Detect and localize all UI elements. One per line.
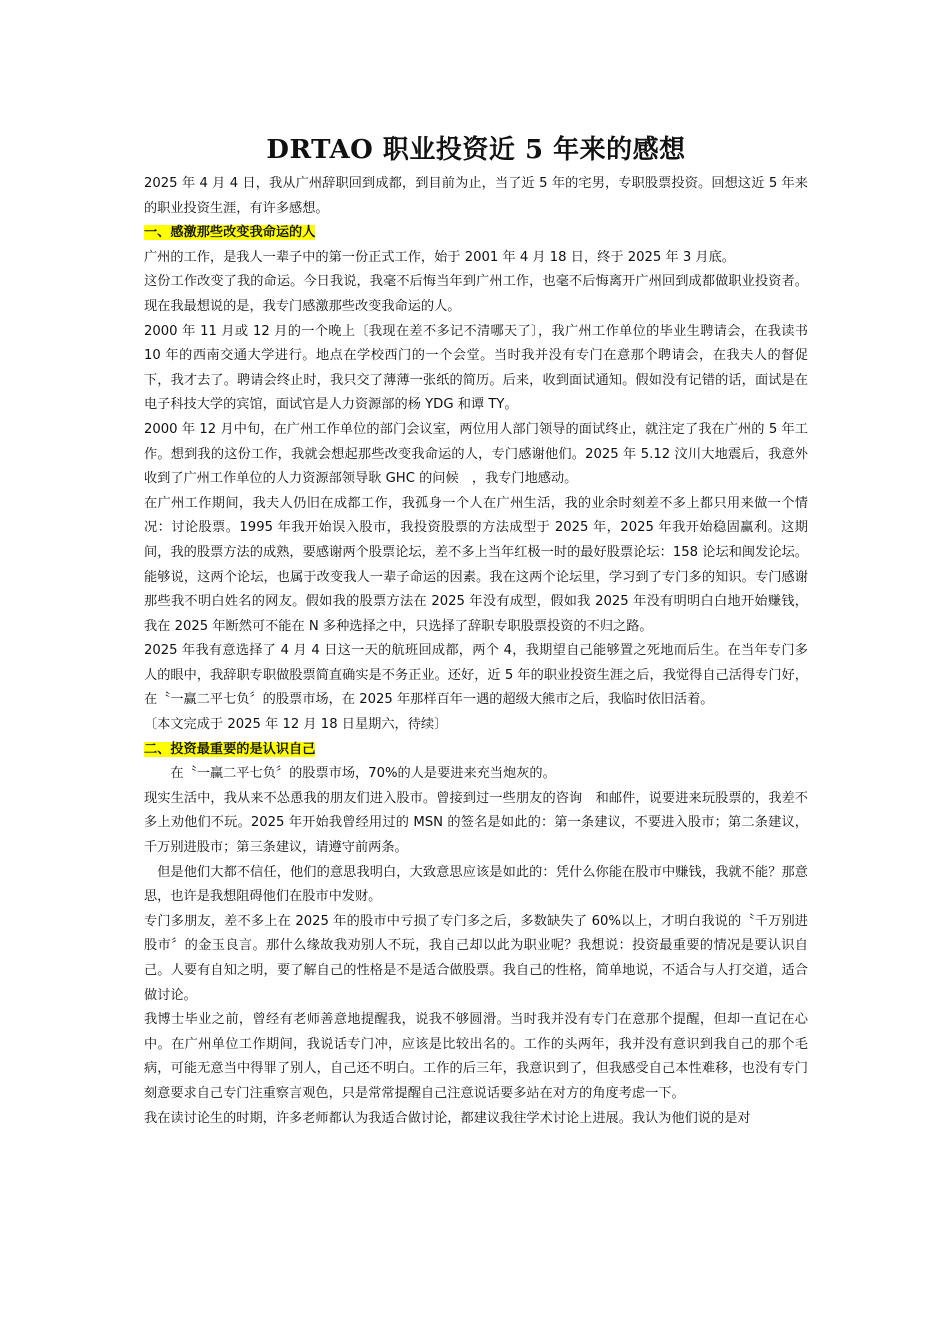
document-title: DRTAO 职业投资近 5 年来的感想 <box>266 135 686 165</box>
section-1-paragraph: 在广州工作期间，我夫人仍旧在成都工作，我孤身一个人在广州生活，我的业余时刻差不多上都只用来做一个情况：讨论股票。1995 年我开始误入股市，我投资股票的方法成型于 2025 年，2025 年我开始稳固赢利。这期间，我的股票方法的成熟，要感谢两个股票论坛，差不多上当年红极一时的最好股票论坛：158 论坛和闽发论坛。能够说，这两个论坛，也属于改变我人一辈子命运的因素。我在这两个论坛里，学习到了专门多的知识。专门感谢那些我不明白姓名的网友。假如我的股票方法在 2025 年没有成型，假如我 2025 年没有明明白白地开始赚钱，我在 2025 年断然可不能在 N 多种选择之中，只选择了辞职专职股票投资的不归之路。 <box>144 495 808 634</box>
section-2-paragraph: 我博士毕业之前，曾经有老师善意地提醒我，说我不够圆滑。当时我并没有专门在意那个提醒，但却一直记在心中。在广州单位工作期间，我说话专门冲，应该是比较出名的。工作的头两年，我并没有意识到我自己的那个毛病，可能无意当中得罪了别人，自己还不明白。工作的后三年，我意识到了，但我感受自己本性难移，也没有专门刻意要求自己专门注重察言观色，只是常常提醒自己注意说话要多站在对方的角度考虑一下。 <box>144 1012 808 1101</box>
section-1-note: 〔本文完成于 2025 年 12 月 18 日星期六，待续〕 <box>144 717 448 733</box>
section-1-paragraph: 2025 年我有意选择了 4 月 4 日这一天的航班回成都，两个 4，我期望自己能够置之死地而后生。在当年专门多人的眼中，我辞职专职做股票简直确实是不务正业。还好，近 5 年的职业投资生涯之后，我觉得自己活得专门好，在〝一赢二平七负〞的股票市场，在 2025 年那样百年一遇的超级大熊市之后，我临时依旧活着。 <box>144 643 808 708</box>
section-1-heading <box>144 221 808 246</box>
section-1-paragraph: 广州的工作，是我人一辈子中的第一份正式工作，始于 2001 年 4 月 18 日，终于 2025 年 3 月底。 <box>144 249 735 265</box>
section-2-heading <box>144 738 808 763</box>
section-2-paragraph: 我在读讨论生的时期，许多老师都认为我适合做讨论，都建议我往学术讨论上进展。我认为他们说的是对 <box>144 1110 751 1126</box>
section-1-paragraph: 这份工作改变了我的命运。今日我说，我毫不后悔当年到广州工作，也毫不后悔离开广州回到成都做职业投资者。现在我最想说的是，我专门感激那些改变我命运的人。 <box>144 274 808 314</box>
section-1-heading-text: 一、感激那些改变我命运的人 <box>144 225 316 241</box>
section-2-paragraph: 现实生活中，我从来不怂恿我的朋友们进入股市。曾接到过一些朋友的咨询 和邮件，说要进来玩股票的，我差不多上劝他们不玩。2025 年开始我曾经用过的 MSN 的签名是如此的：第一条建议，不要进入股市；第二条建议，千万别进股市；第三条建议，请遵守前两条。 <box>144 790 808 856</box>
section-2-heading-text: 二、投资最重要的是认识自己 <box>144 741 316 757</box>
document-page <box>144 128 808 1131</box>
section-2-paragraph: 专门多朋友，差不多上在 2025 年的股市中亏损了专门多之后，多数缺失了 60%以上，才明白我说的〝千万别进股市〞的金玉良言。那什么缘故我劝别人不玩，我自己却以此为职业呢？我想说：投资最重要的情况是要认识自己。人要有自知之明，要了解自己的性格是不是适合做股票。我自己的性格，简单地说，不适合与人打交道，适合做讨论。 <box>144 913 808 1003</box>
section-2-paragraph: 在〝一赢二平七负〞的股票市场，70%的人是要进来充当炮灰的。 <box>170 766 556 782</box>
section-1-paragraph: 2000 年 12 月中旬，在广州工作单位的部门会议室，两位用人部门领导的面试终止，就注定了我在广州的 5 年工作。想到我的这份工作，我就会想起那些改变我命运的人，专门感谢他们。2025 年 5.12 汶川大地震后，我意外收到了广州工作单位的人力资源部领导耿 GHC 的问候 ，我专门地感动。 <box>144 421 808 487</box>
intro-paragraph: 2025 年 4 月 4 日，我从广州辞职回到成都，到目前为止，当了近 5 年的宅男，专职股票投资。回想这近 5 年来的职业投资生涯，有许多感想。 <box>144 176 808 216</box>
section-1-paragraph: 2000 年 11 月或 12 月的一个晚上〔我现在差不多记不清哪天了〕，我广州工作单位的毕业生聘请会，在我读书 10 年的西南交通大学进行。地点在学校西门的一个会堂。当时我并没有专门在意那个聘请会，在我夫人的督促下，我才去了。聘请会终止时，我只交了薄薄一张纸的简历。后来，收到面试通知。假如没有记错的话，面试是在电子科技大学的宾馆，面试官是人力资源部的杨 YDG 和谭 TY。 <box>144 323 808 413</box>
section-2-paragraph: 但是他们大都不信任，他们的意思我明白，大致意思应该是如此的：凭什么你能在股市中赚钱，我就不能？那意思，也许是我想阻碍他们在股市中发财。 <box>144 864 808 905</box>
